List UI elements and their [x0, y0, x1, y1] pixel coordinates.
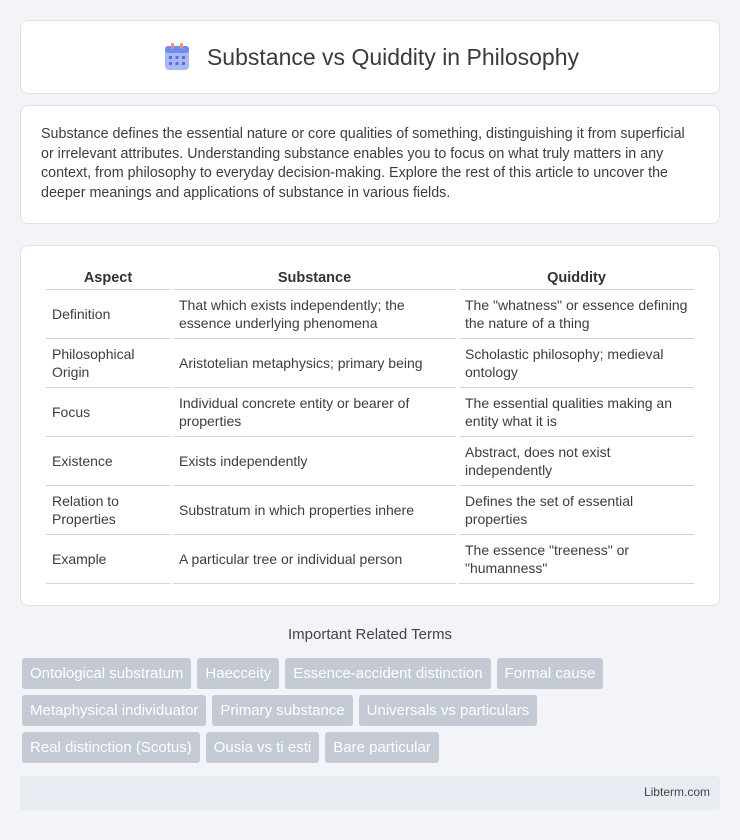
table-cell: Exists independently [173, 437, 456, 486]
table-cell: The essential qualities making an entity what it is [459, 388, 694, 437]
table-cell: Philosophical Origin [46, 339, 170, 388]
document-grid-icon [161, 41, 193, 73]
tag-row [22, 695, 722, 726]
table-cell: Definition [46, 290, 170, 339]
table-row [46, 535, 694, 584]
table-row [46, 388, 694, 437]
column-header-quiddity: Quiddity [459, 266, 694, 290]
table-cell: A particular tree or individual person [173, 535, 456, 584]
table-row [46, 290, 694, 339]
related-term-tag[interactable]: Real distinction (Scotus) [22, 732, 200, 763]
table-cell: Individual concrete entity or bearer of properties [173, 388, 456, 437]
related-term-tag[interactable]: Essence-accident distinction [285, 658, 490, 689]
tag-row [22, 732, 722, 763]
table-cell: Defines the set of essential properties [459, 486, 694, 535]
table-cell: Focus [46, 388, 170, 437]
footer [20, 776, 720, 810]
related-term-tag[interactable]: Universals vs particulars [359, 695, 538, 726]
related-term-tag[interactable]: Primary substance [212, 695, 352, 726]
related-terms-title: Important Related Terms [288, 626, 452, 643]
tag-row [22, 658, 722, 689]
related-term-tag[interactable]: Haecceity [197, 658, 279, 689]
header-card [20, 20, 720, 94]
table-cell: The "whatness" or essence defining the nature of a thing [459, 290, 694, 339]
table-row [46, 486, 694, 535]
comparison-table [43, 266, 697, 584]
related-term-tag[interactable]: Ousia vs ti esti [206, 732, 320, 763]
related-term-tag[interactable]: Formal cause [497, 658, 604, 689]
table-cell: Relation to Properties [46, 486, 170, 535]
related-term-tag[interactable]: Metaphysical individuator [22, 695, 206, 726]
related-terms-list [22, 658, 722, 769]
table-cell: The essence "treeness" or "humanness" [459, 535, 694, 584]
column-header-substance: Substance [173, 266, 456, 290]
related-term-tag[interactable]: Bare particular [325, 732, 439, 763]
table-row [46, 339, 694, 388]
intro-paragraph: Substance defines the essential nature or core qualities of something, distinguishing it from superficial or irrelevant attributes. Understanding substance enables you to focus on what truly matters in any context, from philosophy to everyday decision-making. Explore the rest of this article to uncover the deeper meanings and applications of substance in various fields. [41, 126, 685, 202]
table-row [46, 437, 694, 486]
table-cell: That which exists independently; the essence underlying phenomena [173, 290, 456, 339]
table-cell: Scholastic philosophy; medieval ontology [459, 339, 694, 388]
column-header-aspect: Aspect [46, 266, 170, 290]
footer-site-name[interactable]: Libterm.com [643, 785, 710, 799]
table-cell: Abstract, does not exist independently [459, 437, 694, 486]
table-cell: Existence [46, 437, 170, 486]
comparison-table-card [20, 245, 720, 606]
table-cell: Example [46, 535, 170, 584]
table-header-row [46, 266, 694, 290]
table-cell: Aristotelian metaphysics; primary being [173, 339, 456, 388]
related-term-tag[interactable]: Ontological substratum [22, 658, 191, 689]
table-cell: Substratum in which properties inhere [173, 486, 456, 535]
intro-card [20, 105, 720, 224]
page-title: Substance vs Quiddity in Philosophy [206, 43, 580, 70]
